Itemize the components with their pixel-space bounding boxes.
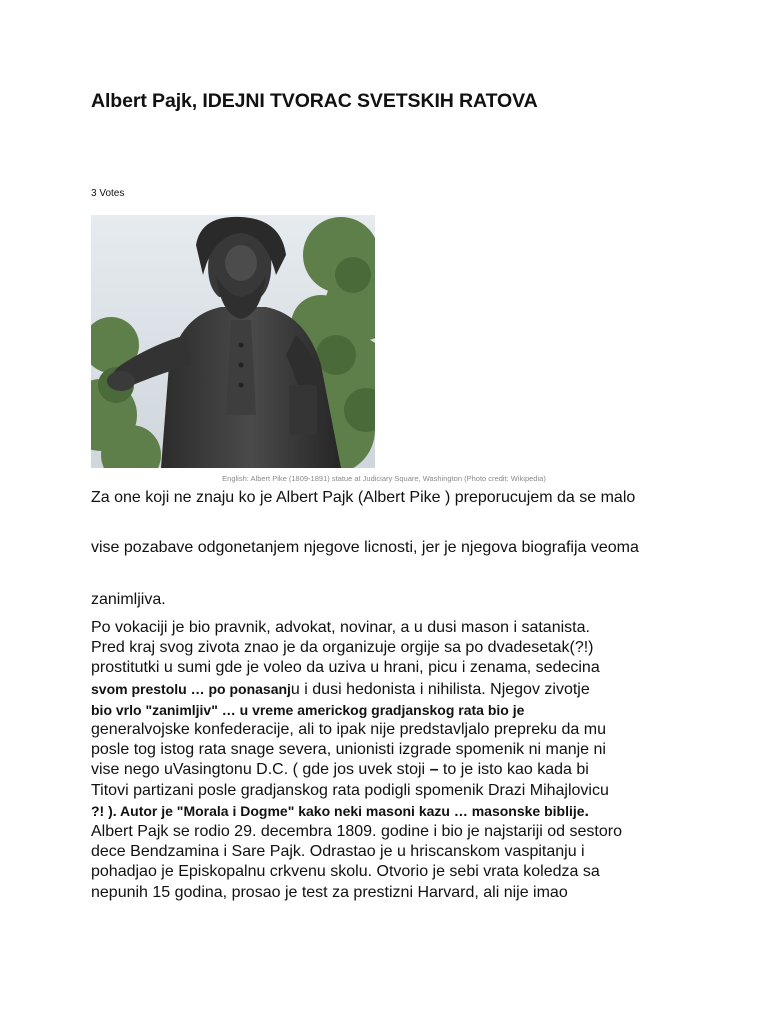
article-title: Albert Pajk, IDEJNI TVORAC SVETSKIH RATOVA	[91, 90, 538, 112]
bold-phrase: Autor je "Morala i Dogme" kako neki masoni kazu … masonske biblije	[120, 802, 585, 819]
body-line: prostitutki u sumi gde je voleo da uziva u hrani, picu i zenama, sedecina	[91, 659, 600, 677]
body-line: pohadjao je Episkopalnu crkvenu skolu. Otvorio je sebi vrata koledza sa	[91, 863, 600, 881]
body-text: to je isto kao kada bi	[438, 761, 589, 779]
body-line: Po vokaciji je bio pravnik, advokat, novinar, a u dusi mason i satanista.	[91, 619, 590, 636]
body-line-bold: bio vrlo "zanimljiv" … u vreme americkog gradjanskog rata bio je	[91, 701, 525, 718]
body-line	[91, 679, 691, 700]
statue-photo	[91, 215, 375, 468]
dash: –	[429, 761, 439, 779]
body-text: vise nego uVasingtonu D.C. ( gde jos uvek stoji	[91, 761, 430, 779]
article-body	[91, 618, 691, 903]
paragraph-intro-1: Za one koji ne znaju ko je Albert Pajk (Albert Pike ) preporucujem da se malo	[91, 489, 636, 506]
votes-count: 3 Votes	[91, 188, 125, 199]
body-text: u i dusi hedonista i nihilista. Njegov zivotje	[290, 680, 590, 698]
paragraph-intro-2: vise pozabave odgonetanjem njegove licnosti, jer je njegova biografija veoma	[91, 539, 639, 556]
body-line	[91, 760, 691, 780]
bold-phrase: ?! ).	[91, 802, 121, 819]
body-line: Pred kraj svog zivota znao je da organizuje orgije sa po dvadesetak(?!)	[91, 639, 594, 657]
body-line: dece Bendzamina i Sare Pajk. Odrastao je u hriscanskom vaspitanju i	[91, 843, 585, 861]
body-line: nepunih 15 godina, prosao je test za prestizni Harvard, ali nije imao	[91, 883, 568, 901]
body-line: Albert Pajk se rodio 29. decembra 1809. godine i bio je najstariji od sestoro	[91, 823, 622, 841]
body-line	[91, 801, 691, 822]
bold-phrase: svom prestolu … po ponasanj	[91, 680, 291, 697]
body-line: Titovi partizani posle gradjanskog rata podigli spomenik Drazi Mihajlovicu	[91, 781, 609, 799]
body-text: .	[584, 802, 589, 820]
body-line: generalvojske konfederacije, ali to ipak nije predstavljalo prepreku da mu	[91, 721, 606, 739]
body-line: posle tog istog rata snage severa, unionisti izgrade spomenik ni manje ni	[91, 741, 606, 759]
paragraph-intro-3: zanimljiva.	[91, 591, 166, 608]
image-caption: English: Albert Pike (1809-1891) statue at Judiciary Square, Washington (Photo credit: Wikipedia)	[222, 474, 546, 483]
